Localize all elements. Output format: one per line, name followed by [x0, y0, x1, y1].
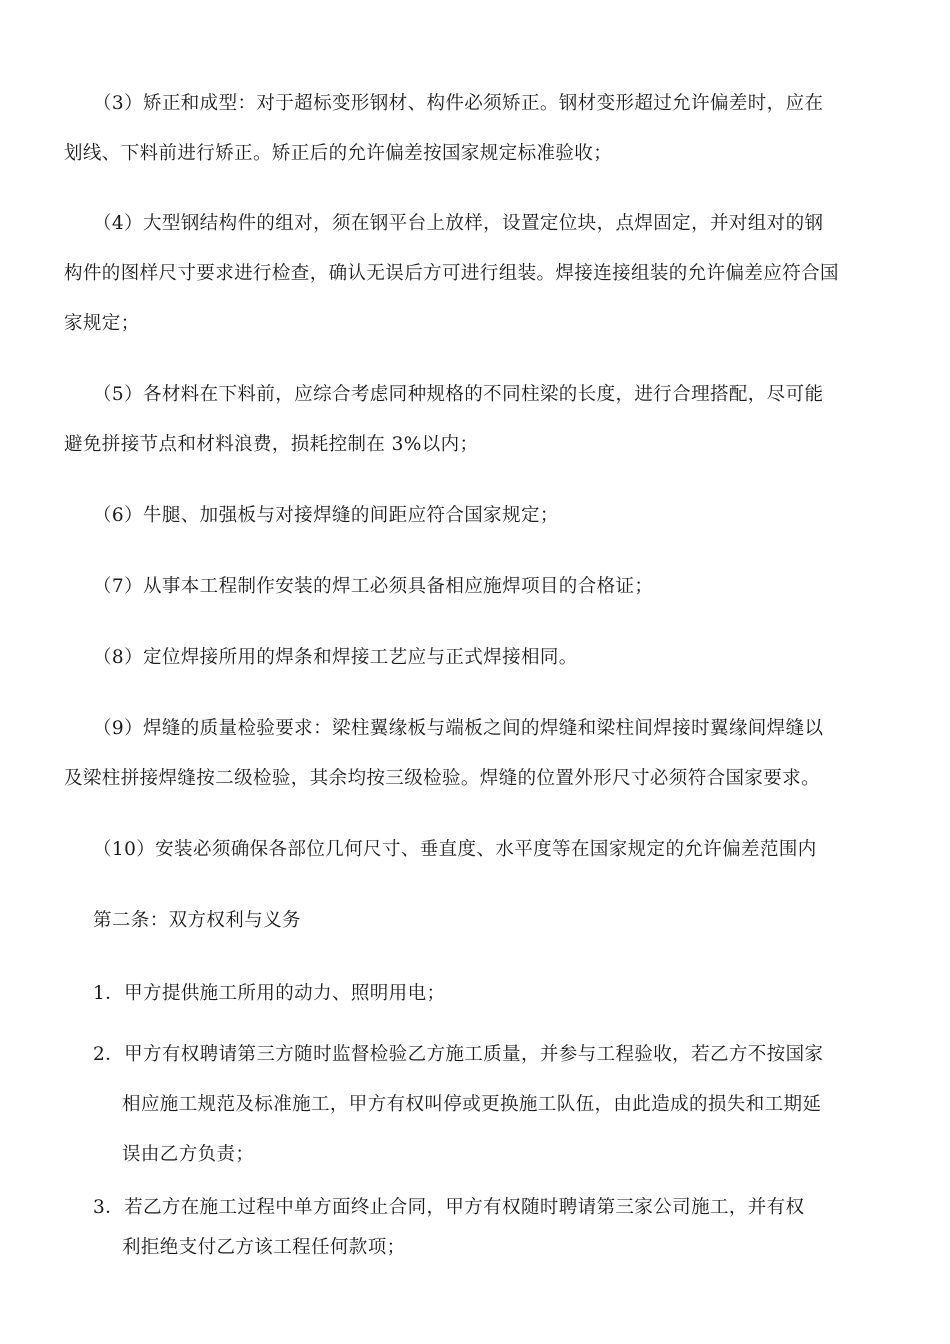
section-heading-article-2: 第二条：双方权利与义务 [93, 910, 301, 931]
clause-3-line-2: 利拒绝支付乙方该工程任何款项； [122, 1237, 406, 1258]
paragraph-10: （10）安装必须确保各部位几何尺寸、垂直度、水平度等在国家规定的允许偏差范围内 [93, 839, 817, 860]
paragraph-9-line-1: （9）焊缝的质量检验要求：梁柱翼缘板与端板之间的焊缝和梁柱间焊接时翼缘间焊缝以 [93, 718, 824, 739]
clause-3-line-1: 3．若乙方在施工过程中单方面终止合同，甲方有权随时聘请第三家公司施工，并有权 [93, 1197, 805, 1218]
paragraph-3-line-1: （3）矫正和成型：对于超标变形钢材、构件必须矫正。钢材变形超过允许偏差时，应在 [93, 93, 824, 114]
clause-2-line-2: 相应施工规范及标准施工，甲方有权叫停或更换施工队伍，由此造成的损失和工期延 [122, 1094, 822, 1115]
paragraph-4-line-2: 构件的图样尺寸要求进行检查，确认无误后方可进行组装。焊接连接组装的允许偏差应符合国 [64, 263, 839, 284]
paragraph-8: （8）定位焊接所用的焊条和焊接工艺应与正式焊接相同。 [93, 647, 578, 668]
paragraph-5-line-2: 避免拼接节点和材料浪费，损耗控制在 3%以内； [64, 434, 479, 455]
paragraph-4-line-3: 家规定； [64, 313, 140, 334]
paragraph-4-line-1: （4）大型钢结构件的组对，须在钢平台上放样，设置定位块，点焊固定，并对组对的钢 [93, 213, 824, 234]
paragraph-9-line-2: 及梁柱拼接焊缝按二级检验，其余均按三级检验。焊缝的位置外形尺寸必须符合国家要求。 [64, 768, 821, 789]
paragraph-7: （7）从事本工程制作安装的焊工必须具备相应施焊项目的合格证； [93, 576, 654, 597]
paragraph-5-line-1: （5）各材料在下料前，应综合考虑同种规格的不同柱梁的长度，进行合理搭配，尽可能 [93, 384, 824, 405]
clause-1: 1．甲方提供施工所用的动力、照明用电； [93, 983, 446, 1004]
clause-2-line-3: 误由乙方负责； [122, 1144, 255, 1165]
paragraph-3-line-2: 划线、下料前进行矫正。矫正后的允许偏差按国家规定标准验收； [64, 143, 613, 164]
clause-2-line-1: 2．甲方有权聘请第三方随时监督检验乙方施工质量，并参与工程验收，若乙方不按国家 [93, 1044, 824, 1065]
paragraph-6: （6）牛腿、加强板与对接焊缝的间距应符合国家规定； [93, 505, 559, 526]
